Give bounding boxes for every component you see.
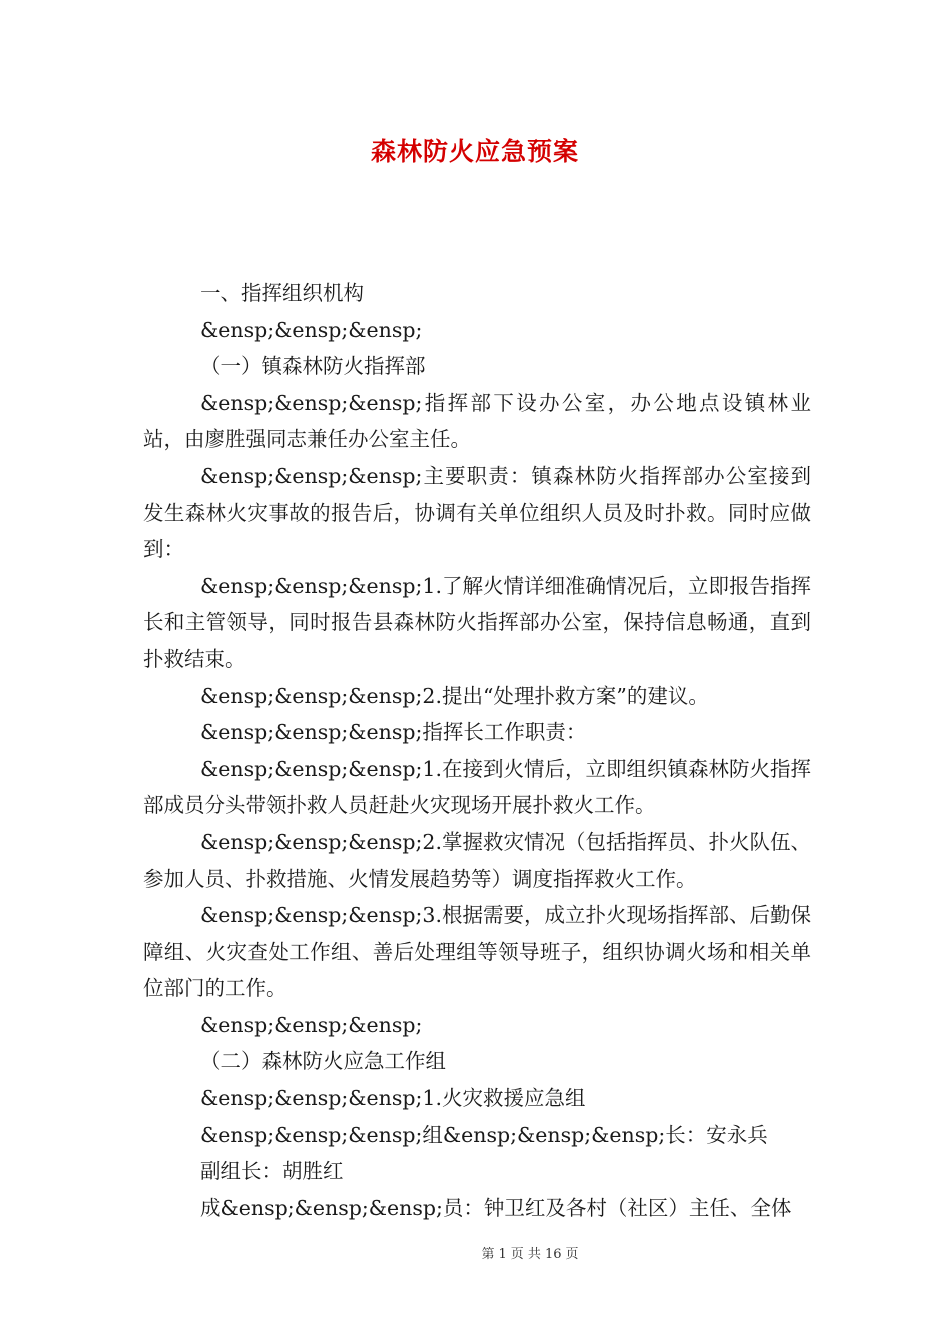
paragraph: &ensp;&ensp;&ensp;1.火灾救援应急组 <box>200 1086 586 1111</box>
paragraph: （一）镇森林防火指挥部 <box>200 354 426 379</box>
paragraph: &ensp;&ensp;&ensp;1.在接到火情后，立即组织镇森林防火指挥部成员分头带领扑救人员赶赴火灾现场开展扑救火工作。 <box>143 756 811 818</box>
paragraph: &ensp;&ensp;&ensp;1.了解火情详细准确情况后，立即报告指挥长和主管领导，同时报告县森林防火指挥部办公室，保持信息畅通，直到扑救结束。 <box>143 573 811 671</box>
footer-prefix: 第 <box>481 1247 495 1262</box>
footer-suffix: 页 <box>565 1247 579 1262</box>
paragraph: &ensp;&ensp;&ensp;3.根据需要，成立扑火现场指挥部、后勤保障组、火灾查处工作组、善后处理组等领导班子，组织协调火场和相关单位部门的工作。 <box>143 903 811 1001</box>
paragraph: 一、指挥组织机构 <box>200 281 364 305</box>
footer-total-pages: 16 <box>544 1247 562 1262</box>
footer-middle: 页 共 <box>510 1247 541 1262</box>
paragraph: &ensp;&ensp;&ensp;2.掌握救灾情况（包括指挥员、扑火队伍、参加人员、扑救措施、火情发展趋势等）调度指挥救火工作。 <box>143 829 811 891</box>
paragraph: &ensp;&ensp;&ensp;组&ensp;&ensp;&ensp;长：安永兵 <box>200 1122 768 1147</box>
paragraph: &ensp;&ensp;&ensp;2.提出“处理扑救方案”的建议。 <box>200 683 709 708</box>
document-title: 森林防火应急预案 <box>370 137 579 166</box>
paragraph: &ensp;&ensp;&ensp; <box>200 317 423 342</box>
document-body <box>143 275 811 1226</box>
paragraph: &ensp;&ensp;&ensp;主要职责：镇森林防火指挥部办公室接到发生森林火灾事故的报告后，协调有关单位组织人员及时扑救。同时应做到： <box>143 463 811 562</box>
page-footer <box>0 1243 950 1262</box>
paragraph: 成&ensp;&ensp;&ensp;员：钟卫红及各村（社区）主任、全体 <box>200 1195 792 1220</box>
paragraph: &ensp;&ensp;&ensp; <box>200 1012 423 1037</box>
paragraph: （二）森林防火应急工作组 <box>200 1049 446 1074</box>
paragraph: &ensp;&ensp;&ensp;指挥部下设办公室，办公地点设镇林业站，由廖胜强同志兼任办公室主任。 <box>143 390 811 452</box>
paragraph: 副组长：胡胜红 <box>200 1159 344 1184</box>
footer-current-page: 1 <box>498 1247 507 1262</box>
paragraph: &ensp;&ensp;&ensp;指挥长工作职责： <box>200 720 587 745</box>
